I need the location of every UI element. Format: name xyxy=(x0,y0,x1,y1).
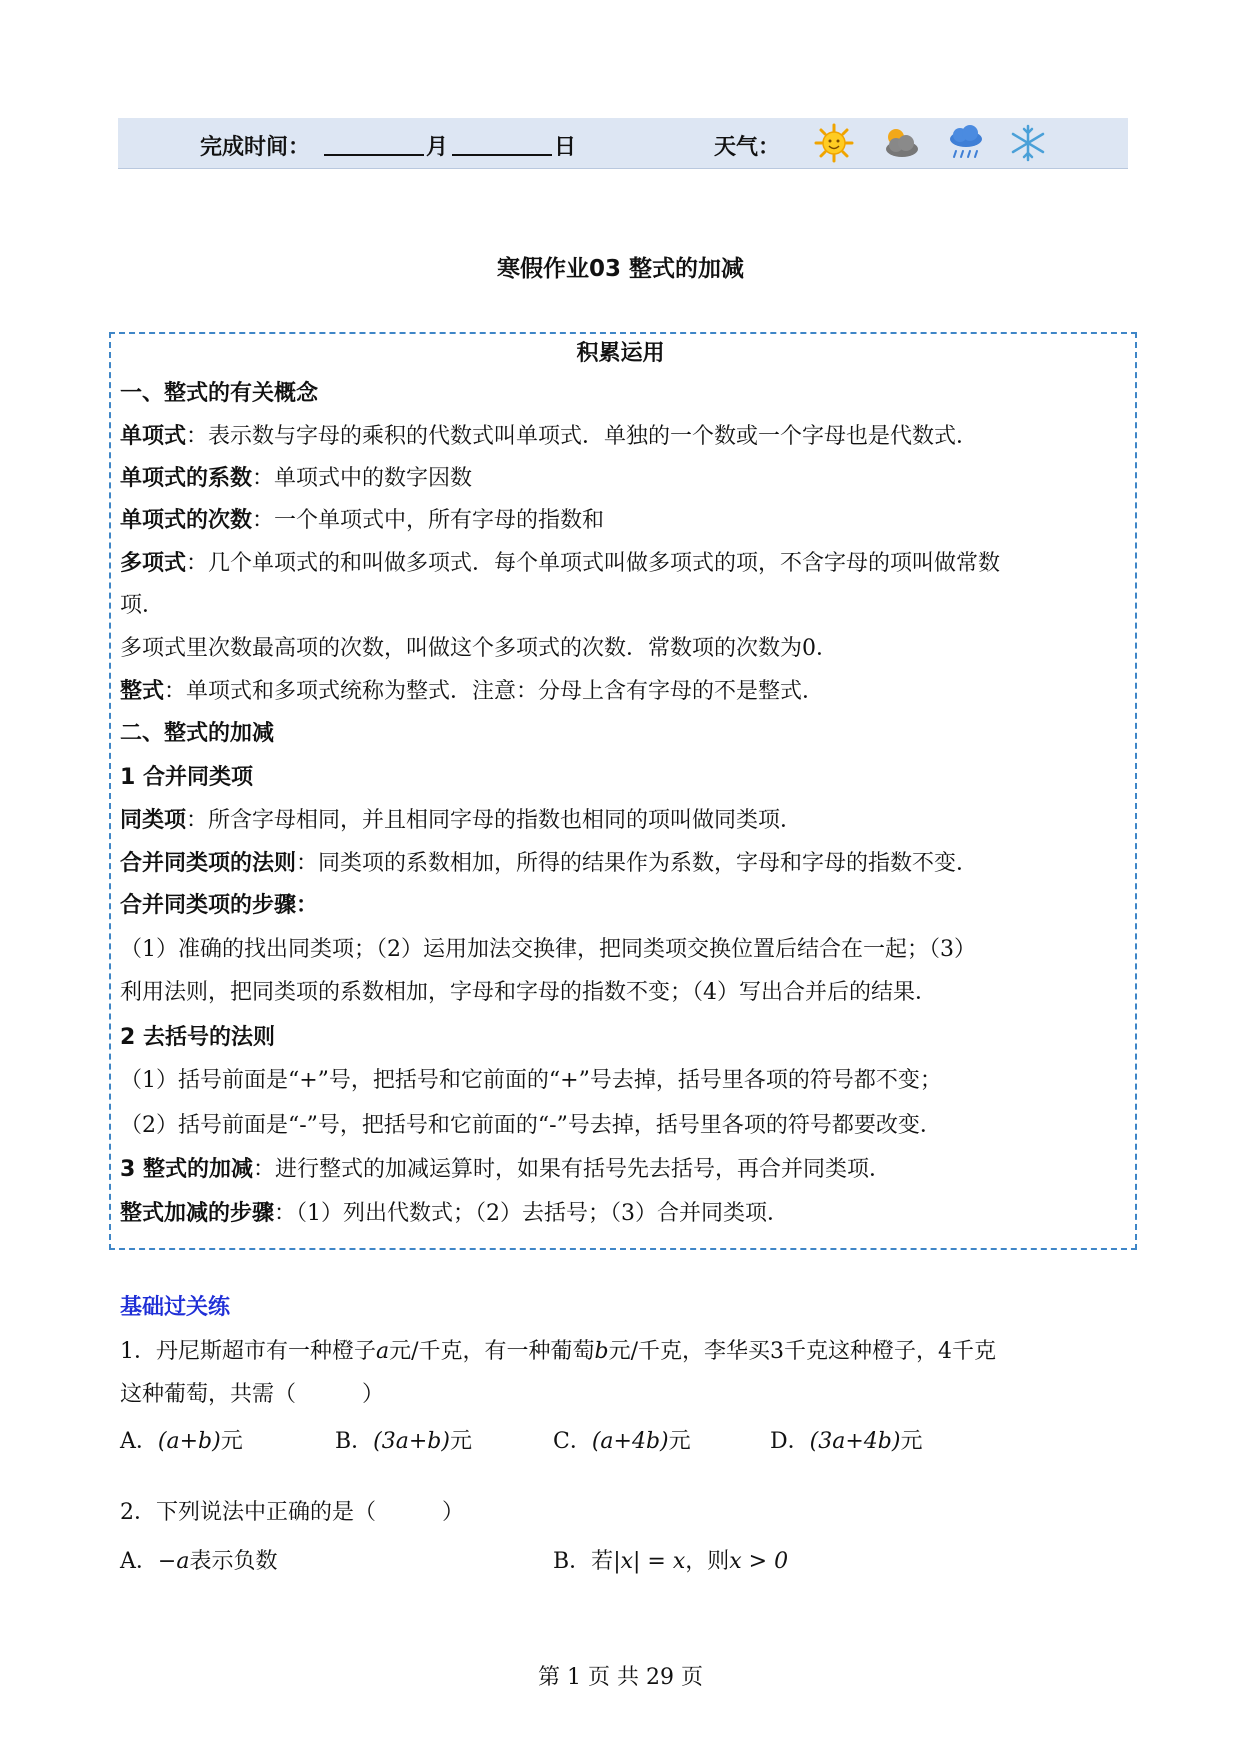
combine-rule-term: 合并同类项的法则 xyxy=(120,851,297,876)
q2-option-b[interactable] xyxy=(553,1547,788,1577)
question-1-line-2: 这种葡萄，共需（ ） xyxy=(120,1382,385,1407)
subsection-3-term: 3 整式的加减 xyxy=(120,1157,253,1182)
q1-text-a: 1．丹尼斯超市有一种橙子 xyxy=(120,1339,376,1364)
q1-option-b[interactable] xyxy=(335,1427,472,1457)
add-subtract-steps xyxy=(120,1199,789,1229)
q2-option-b-label: B． xyxy=(553,1549,592,1574)
integral-definition xyxy=(120,677,824,707)
q1-option-b-expr: (3a+b) xyxy=(373,1429,450,1454)
page-footer: 第 1 页 共 29 页 xyxy=(538,1665,703,1690)
sun-icon xyxy=(814,123,854,163)
q2-option-a-expr: −a xyxy=(157,1549,190,1574)
q1-option-d-expr: (3a+4b) xyxy=(809,1429,901,1454)
combine-steps-term: 合并同类项的步骤 xyxy=(120,893,297,918)
section-1-heading: 一、整式的有关概念 xyxy=(120,381,319,406)
polynomial-degree-text: 多项式里次数最高项的次数，叫做这个多项式的次数．常数项的次数为0． xyxy=(120,636,838,661)
q1-option-d-unit: 元 xyxy=(900,1429,923,1454)
coefficient-text: ：单项式中的数字因数 xyxy=(252,466,473,491)
q1-option-a-unit: 元 xyxy=(220,1429,243,1454)
q1-var-a: a xyxy=(376,1339,390,1364)
parentheses-rule-1: （1）括号前面是“+”号，把括号和它前面的“+”号去掉，括号里各项的符号都不变； xyxy=(120,1068,942,1093)
q1-option-c-unit: 元 xyxy=(668,1429,691,1454)
practice-heading: 基础过关练 xyxy=(120,1295,231,1320)
page-title: 寒假作业03 整式的加减 xyxy=(496,256,744,282)
question-1-line-1 xyxy=(120,1337,996,1367)
combine-steps-line-2: 利用法则，把同类项的系数相加，字母和字母的指数不变；（4）写出合并后的结果． xyxy=(120,980,937,1005)
add-steps-term: 整式加减的步骤 xyxy=(120,1201,275,1226)
integral-add-subtract xyxy=(120,1155,891,1185)
polynomial-definition-cont: 项． xyxy=(120,593,165,618)
snow-icon xyxy=(1008,123,1048,163)
q1-option-c-label: C． xyxy=(553,1429,592,1454)
combine-rule xyxy=(120,849,978,879)
weather-label: 天气： xyxy=(714,135,781,160)
q1-option-b-unit: 元 xyxy=(449,1429,472,1454)
q1-text-b: 元/千克，有一种葡萄 xyxy=(389,1339,595,1364)
q1-text-c: 元/千克，李华买3千克这种橙子，4千克 xyxy=(608,1339,997,1364)
q1-var-b: b xyxy=(594,1339,609,1364)
add-steps-text: ：（1）列出代数式；（2）去括号；（3）合并同类项． xyxy=(274,1201,790,1226)
q2-option-a-text: 表示负数 xyxy=(189,1549,278,1574)
q1-option-c-expr: (a+4b) xyxy=(591,1429,669,1454)
q2-option-b-expr2: x > 0 xyxy=(729,1549,789,1574)
q1-option-c[interactable] xyxy=(553,1427,691,1457)
completion-time-label: 完成时间： xyxy=(200,135,311,160)
q2-option-b-pre: 若 xyxy=(591,1549,614,1574)
month-blank xyxy=(324,154,424,156)
q2-option-b-expr: |x| = x xyxy=(613,1549,686,1574)
polynomial-text: ：几个单项式的和叫做多项式．每个单项式叫做多项式的项，不含字母的项叫做常数 xyxy=(186,551,1001,576)
q1-option-b-label: B． xyxy=(335,1429,374,1454)
q1-option-d-label: D． xyxy=(770,1429,810,1454)
coefficient-definition xyxy=(120,464,472,494)
q1-option-a-expr: (a+b) xyxy=(157,1429,221,1454)
rain-icon xyxy=(946,123,986,163)
q1-option-a[interactable] xyxy=(120,1427,243,1457)
polynomial-definition xyxy=(120,549,1000,579)
combine-steps-heading xyxy=(120,891,318,921)
monomial-term: 单项式 xyxy=(120,424,187,449)
combine-steps-colon: ： xyxy=(296,893,319,918)
summary-box-title: 积累运用 xyxy=(576,341,665,366)
subsection-3-text: ：进行整式的加减运算时，如果有括号先去括号，再合并同类项． xyxy=(252,1157,891,1182)
month-label: 月 xyxy=(426,135,449,160)
degree-term: 单项式的次数 xyxy=(120,508,253,533)
monomial-definition xyxy=(120,422,978,452)
q1-option-a-label: A． xyxy=(120,1429,158,1454)
q2-option-a[interactable] xyxy=(120,1547,277,1577)
day-label: 日 xyxy=(554,135,577,160)
degree-text: ：一个单项式中，所有字母的指数和 xyxy=(252,508,605,533)
coefficient-term: 单项式的系数 xyxy=(120,466,253,491)
subsection-1-heading: 1 合并同类项 xyxy=(120,765,253,790)
q2-option-b-mid: ，则 xyxy=(685,1549,730,1574)
subsection-2-heading: 2 去括号的法则 xyxy=(120,1025,275,1050)
section-2-heading: 二、整式的加减 xyxy=(120,721,275,746)
like-terms-text: ：所含字母相同，并且相同字母的指数也相同的项叫做同类项． xyxy=(186,808,803,833)
q2-option-a-label: A． xyxy=(120,1549,158,1574)
like-terms-definition xyxy=(120,806,802,836)
degree-definition xyxy=(120,506,604,536)
like-terms-term: 同类项 xyxy=(120,808,187,833)
combine-steps-line-1: （1）准确的找出同类项；（2）运用加法交换律，把同类项交换位置后结合在一起；（3） xyxy=(120,937,976,962)
day-blank xyxy=(452,154,552,156)
monomial-text: ：表示数与字母的乘积的代数式叫单项式．单独的一个数或一个字母也是代数式． xyxy=(186,424,979,449)
parentheses-rule-2: （2）括号前面是“-”号，把括号和它前面的“-”号去掉，括号里各项的符号都要改变． xyxy=(120,1113,942,1138)
question-2: 2．下列说法中正确的是（ ） xyxy=(120,1500,464,1525)
q1-option-d[interactable] xyxy=(770,1427,922,1457)
cloudy-icon xyxy=(880,123,920,163)
integral-text: ：单项式和多项式统称为整式．注意：分母上含有字母的不是整式． xyxy=(164,679,825,704)
polynomial-term: 多项式 xyxy=(120,551,187,576)
combine-rule-text: ：同类项的系数相加，所得的结果作为系数，字母和字母的指数不变． xyxy=(296,851,979,876)
integral-term: 整式 xyxy=(120,679,165,704)
header-bar xyxy=(118,118,1128,169)
